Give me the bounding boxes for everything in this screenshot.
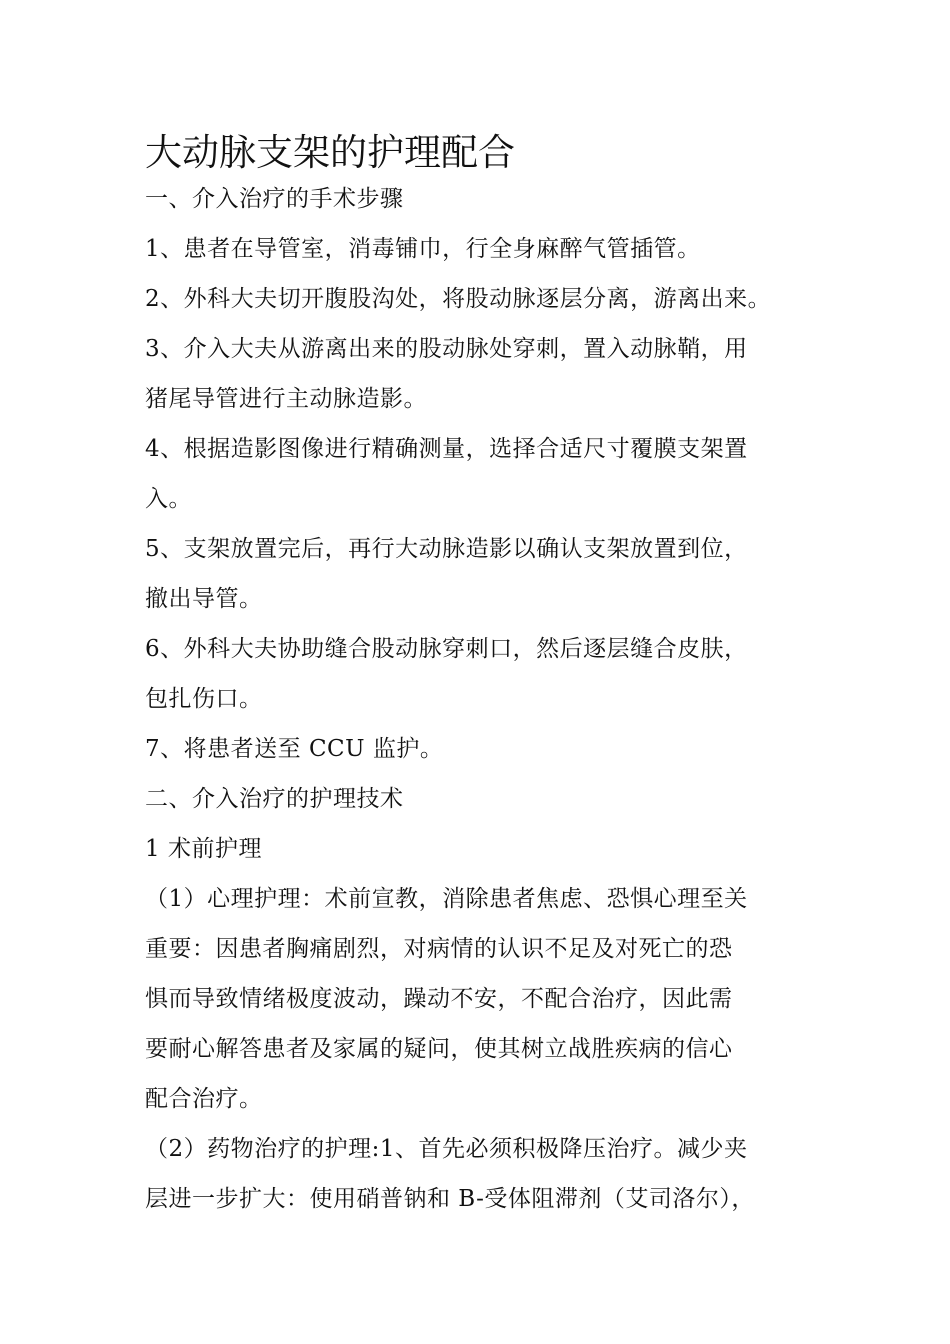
paragraph-line: 配合治疗。 <box>145 1086 263 1112</box>
paragraph-line: 6、外科大夫协助缝合股动脉穿刺口，然后逐层缝合皮肤， <box>145 636 748 662</box>
paragraph-line: 入。 <box>145 486 192 512</box>
paragraph-line: 包扎伤口。 <box>145 686 263 712</box>
paragraph-line: 重要：因患者胸痛剧烈，对病情的认识不足及对死亡的恐 <box>145 936 733 962</box>
paragraph-line: 4、根据造影图像进行精确测量，选择合适尺寸覆膜支架置 <box>145 436 748 462</box>
paragraph-line: 1、患者在导管室，消毒铺巾，行全身麻醉气管插管。 <box>145 236 701 262</box>
document-title: 大动脉支架的护理配合 <box>145 131 515 174</box>
paragraph-line: 要耐心解答患者及家属的疑问，使其树立战胜疾病的信心 <box>145 1036 733 1062</box>
paragraph-line: 7、将患者送至 CCU 监护。 <box>145 736 444 762</box>
paragraph-line: （1）心理护理：术前宣教，消除患者焦虑、恐惧心理至关 <box>145 886 748 912</box>
paragraph-line: 2、外科大夫切开腹股沟处，将股动脉逐层分离，游离出来。 <box>145 286 772 312</box>
paragraph-line: 5、支架放置完后，再行大动脉造影以确认支架放置到位， <box>145 536 748 562</box>
paragraph-line: 惧而导致情绪极度波动，躁动不安，不配合治疗，因此需 <box>145 986 733 1012</box>
section-heading-1: 一、介入治疗的手术步骤 <box>145 186 404 212</box>
paragraph-line: （2）药物治疗的护理:1、首先必须积极降压治疗。减少夹 <box>145 1136 748 1162</box>
paragraph-line: 层进一步扩大：使用硝普钠和 B-受体阻滞剂（艾司洛尔）， <box>145 1186 755 1212</box>
paragraph-line: 猪尾导管进行主动脉造影。 <box>145 386 427 412</box>
paragraph-line: 3、介入大夫从游离出来的股动脉处穿刺，置入动脉鞘，用 <box>145 336 748 362</box>
paragraph-line: 撤出导管。 <box>145 586 263 612</box>
subsection-heading: 1 术前护理 <box>145 836 262 862</box>
section-heading-2: 二、介入治疗的护理技术 <box>145 786 404 812</box>
